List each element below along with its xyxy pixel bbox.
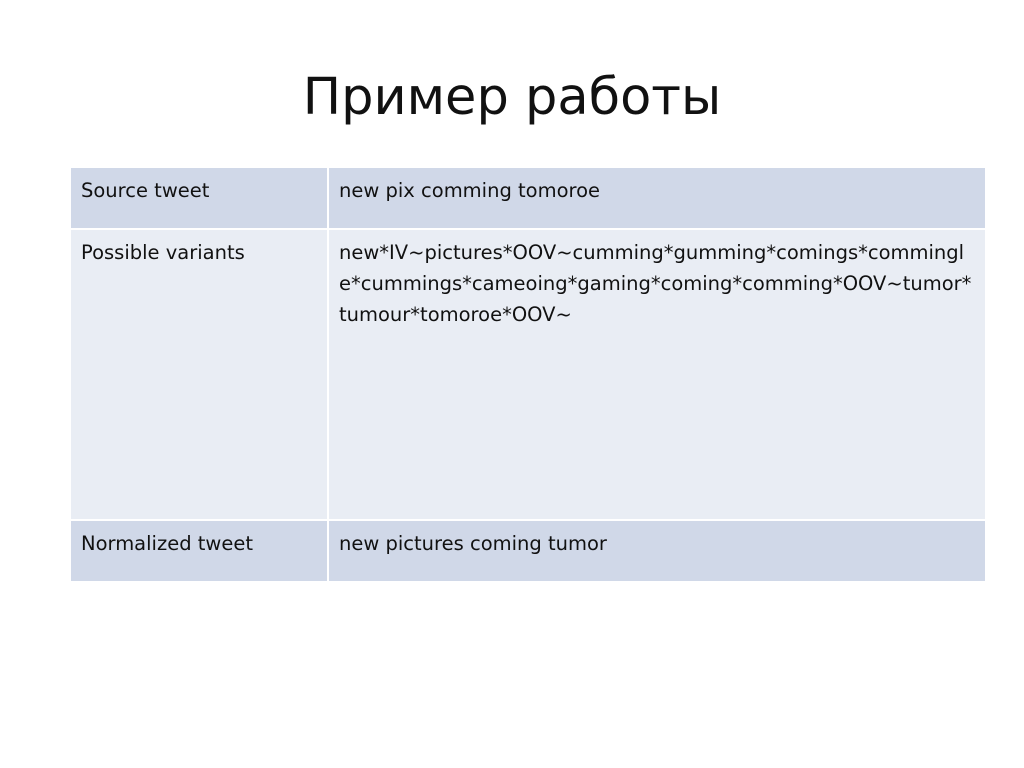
example-table	[69, 166, 987, 583]
table-row-normalized-tweet	[70, 520, 986, 582]
slide-title: Пример работы	[302, 68, 722, 127]
row-value-possible-variants: new*IV~pictures*OOV~cumming*gumming*comings*commingle*cummings*cameoing*gaming*coming*comming*OOV~tumor*tumour*tomoroe*OOV~	[328, 229, 986, 520]
row-value-normalized-tweet: new pictures coming tumor	[328, 520, 986, 582]
row-label-source-tweet: Source tweet	[70, 167, 328, 229]
row-value-source-tweet: new pix comming tomoroe	[328, 167, 986, 229]
table-row-possible-variants	[70, 229, 986, 520]
table-row-source-tweet	[70, 167, 986, 229]
row-label-normalized-tweet: Normalized tweet	[70, 520, 328, 582]
row-label-possible-variants: Possible variants	[70, 229, 328, 520]
